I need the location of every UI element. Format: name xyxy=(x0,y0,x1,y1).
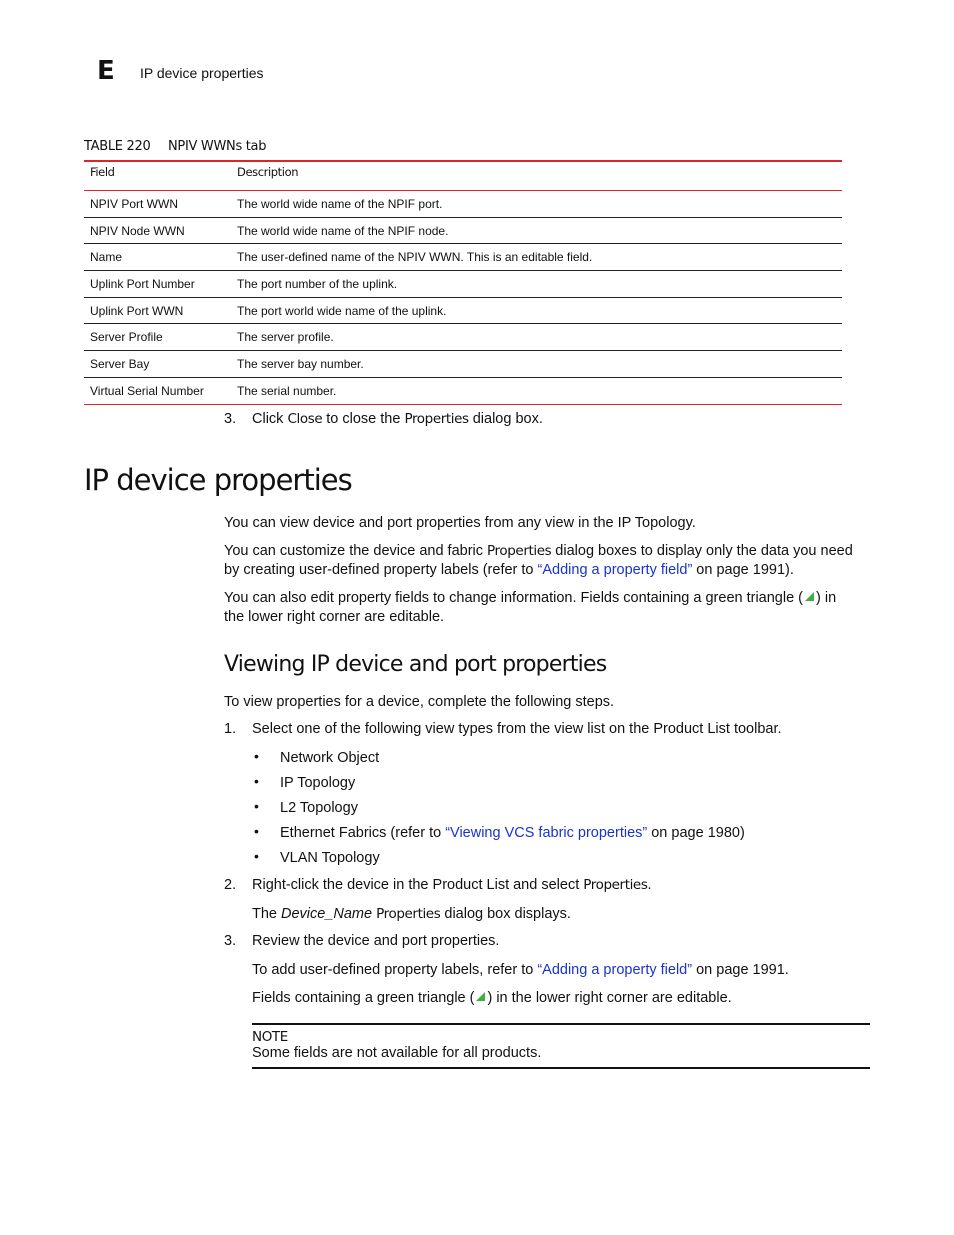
table-row xyxy=(84,244,842,271)
step-text: Select one of the following view types from the view list on the Product List toolbar. xyxy=(252,721,782,737)
para-text: You can customize the device and fabric xyxy=(224,543,488,559)
bullet-item: L2 Topology xyxy=(280,800,358,816)
step-number: 3. xyxy=(224,411,237,427)
step-number: 3. xyxy=(224,933,237,949)
table-row xyxy=(84,271,842,298)
field-cell: Virtual Serial Number xyxy=(90,383,204,398)
step-2 xyxy=(224,877,884,893)
table-row xyxy=(84,351,842,378)
adding-property-field-link[interactable]: “Adding a property field” xyxy=(537,562,693,578)
field-cell: Name xyxy=(90,250,123,265)
chapter-letter: E xyxy=(97,56,115,86)
green-triangle-icon xyxy=(805,592,814,601)
properties-ui-label: Properties xyxy=(487,543,552,559)
bullet-dot: • xyxy=(254,773,259,789)
description-cell: The serial number. xyxy=(237,383,337,398)
description-cell: The server bay number. xyxy=(237,356,364,371)
properties-ui-label: Properties xyxy=(404,411,469,427)
properties-ui-label: Properties xyxy=(376,906,441,922)
para-text: dialog boxes to display only the data you need xyxy=(551,543,853,559)
subsection-title: Viewing IP device and port properties xyxy=(224,652,607,677)
step-3-detail-1 xyxy=(252,961,789,980)
table-caption-number: TABLE 220 xyxy=(84,139,151,154)
description-cell: The user-defined name of the NPIV WWN. This is an editable field. xyxy=(237,250,593,265)
description-cell: The world wide name of the NPIF port. xyxy=(237,196,443,211)
bullet-text: on page 1980) xyxy=(647,825,745,841)
adding-property-field-link[interactable]: “Adding a property field” xyxy=(537,962,693,978)
table-caption-title: NPIV WWNs tab xyxy=(168,139,267,154)
field-cell: Server Bay xyxy=(90,356,150,371)
field-cell: Uplink Port Number xyxy=(90,276,195,291)
para-text: You can also edit property fields to change information. Fields containing a green triangle ( xyxy=(224,590,804,606)
section-paragraph-3 xyxy=(224,589,884,627)
field-cell: Server Profile xyxy=(90,330,163,345)
description-cell: The world wide name of the NPIF node. xyxy=(237,223,449,238)
bullet-dot: • xyxy=(254,848,259,864)
npiv-wwns-table xyxy=(84,160,842,405)
table-row xyxy=(84,218,842,245)
para-text: on page 1991. xyxy=(692,962,789,978)
step-1 xyxy=(224,721,884,737)
para-text: To add user-defined property labels, refer to xyxy=(252,962,538,978)
table-header-row xyxy=(84,162,842,191)
step-text: . xyxy=(647,877,652,893)
para-text: on page 1991). xyxy=(692,562,794,578)
close-step xyxy=(224,411,874,427)
device-name-placeholder: Device_Name xyxy=(281,906,373,922)
table-row xyxy=(84,298,842,325)
para-text: by creating user-defined property labels (refer to xyxy=(224,562,538,578)
para-text: The xyxy=(252,906,282,922)
bullet-item xyxy=(280,824,745,843)
description-cell: The port world wide name of the uplink. xyxy=(237,303,447,318)
para-text: ) in xyxy=(816,590,837,606)
field-cell: NPIV Port WWN xyxy=(90,196,179,211)
green-triangle-icon xyxy=(476,992,485,1001)
bullet-item: IP Topology xyxy=(280,775,356,791)
note-text: Some fields are not available for all products. xyxy=(252,1045,542,1061)
close-ui-label: Close xyxy=(287,411,323,427)
step-3 xyxy=(224,933,884,949)
section-paragraph-2 xyxy=(224,542,884,580)
step-number: 1. xyxy=(224,721,237,737)
note-box xyxy=(252,1023,870,1069)
field-cell: Uplink Port WWN xyxy=(90,303,184,318)
para-text: Fields containing a green triangle ( xyxy=(252,990,475,1006)
para-text: dialog box displays. xyxy=(440,906,571,922)
note-label: NOTE xyxy=(252,1029,288,1045)
column-header-description: Description xyxy=(237,165,299,179)
table-row xyxy=(84,191,842,218)
bullet-text: Ethernet Fabrics (refer to xyxy=(280,825,446,841)
step-text: Review the device and port properties. xyxy=(252,933,500,949)
description-cell: The port number of the uplink. xyxy=(237,276,398,291)
para-text: the lower right corner are editable. xyxy=(224,609,445,625)
step-text: dialog box. xyxy=(468,411,543,427)
table-row xyxy=(84,324,842,351)
subsection-intro: To view properties for a device, complete the following steps. xyxy=(224,694,615,710)
step-text: Click xyxy=(252,411,288,427)
table-caption xyxy=(84,139,266,154)
viewing-vcs-fabric-link[interactable]: “Viewing VCS fabric properties” xyxy=(445,825,648,841)
field-cell: NPIV Node WWN xyxy=(90,223,185,238)
bullet-dot: • xyxy=(254,823,259,839)
step-number: 2. xyxy=(224,877,237,893)
table-row xyxy=(84,378,842,404)
running-head: IP device properties xyxy=(140,65,264,81)
properties-ui-label: Properties xyxy=(583,877,648,893)
bullet-item: VLAN Topology xyxy=(280,850,380,866)
bullet-dot: • xyxy=(254,748,259,764)
description-cell: The server profile. xyxy=(237,330,334,345)
section-title: IP device properties xyxy=(84,463,352,497)
step-3-detail-2 xyxy=(252,989,732,1008)
bullet-item: Network Object xyxy=(280,750,380,766)
para-text: ) in the lower right corner are editable. xyxy=(487,990,732,1006)
section-paragraph-1: You can view device and port properties from any view in the IP Topology. xyxy=(224,515,696,531)
step-text: to close the xyxy=(322,411,405,427)
step-2-detail xyxy=(252,905,571,924)
column-header-field: Field xyxy=(90,165,115,179)
step-text: Right-click the device in the Product List and select xyxy=(252,877,584,893)
bullet-dot: • xyxy=(254,798,259,814)
